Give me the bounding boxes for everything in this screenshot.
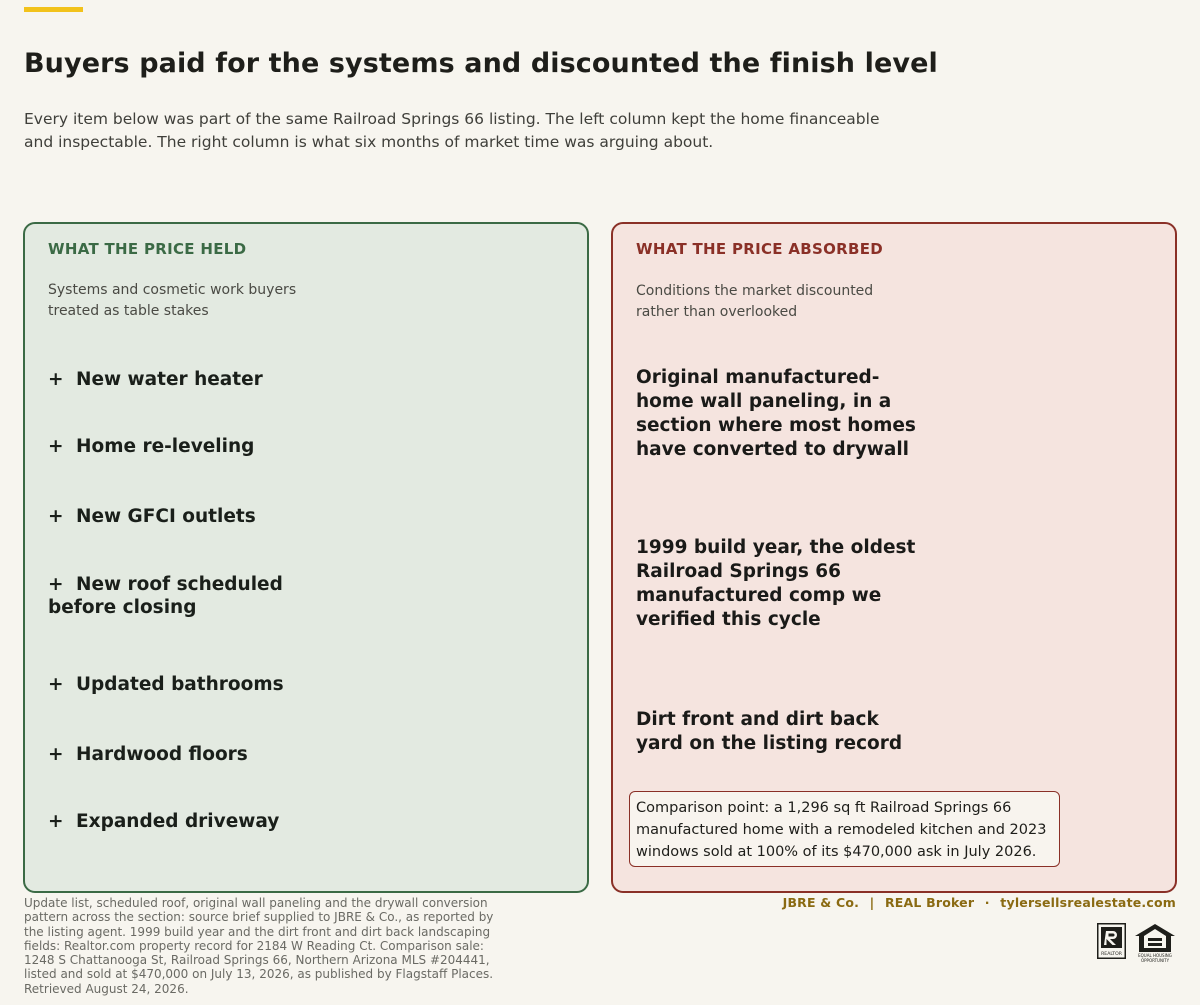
accent-bar: [24, 7, 83, 12]
absorbed-panel-title: WHAT THE PRICE ABSORBED: [636, 240, 884, 258]
absorbed-item: Dirt front and dirt back yard on the listing record: [636, 709, 903, 754]
held-panel-subtitle: Systems and cosmetic work buyers treated as table stakes: [48, 282, 297, 319]
held-item-label: Home re-leveling: [76, 436, 255, 457]
brand-dot: ·: [984, 895, 990, 910]
held-item: [48, 435, 348, 458]
plus-icon: +: [48, 574, 64, 595]
plus-icon: +: [48, 674, 64, 695]
held-item-label: New water heater: [76, 369, 263, 390]
held-item: [48, 505, 348, 528]
brand-company: JBRE & Co.: [782, 895, 860, 910]
svg-text:OPPORTUNITY: OPPORTUNITY: [1140, 958, 1170, 963]
plus-icon: +: [48, 369, 64, 390]
plus-icon: +: [48, 436, 64, 457]
held-item: [48, 368, 348, 391]
comparison-callout: Comparison point: a 1,296 sq ft Railroad Springs 66 manufactured home with a remodeled kitchen and 2023 windows sold at 100% of its $470,000 ask in July 2026.: [629, 791, 1060, 867]
held-item: [48, 810, 348, 833]
source-note: Update list, scheduled roof, original wall paneling and the drywall conversion pattern across the section: source brief supplied to JBRE & Co., as reported by the listing agent. 1999 build year and the dirt front and dirt back landscaping fields: Realtor.com property record for 2184 W Reading Ct. Comparison sale: 1248 S Chattanooga St, Railroad Springs 66, Northern Arizona MLS #204441, listed and sold at $470,000 on July 13, 2026, as published by Flagstaff Places. Retrieved August 24, 2026.: [24, 896, 494, 996]
held-item-label: New roof scheduled before closing: [48, 574, 283, 618]
brand-line: [783, 895, 1176, 910]
held-panel-title: WHAT THE PRICE HELD: [48, 240, 247, 258]
plus-icon: +: [48, 811, 64, 832]
held-item-label: Hardwood floors: [76, 744, 248, 765]
brand-website[interactable]: tylersellsrealestate.com: [1000, 895, 1176, 910]
brand-separator: |: [869, 895, 875, 910]
held-item: [48, 573, 318, 619]
absorbed-panel: [611, 222, 1177, 893]
absorbed-item: 1999 build year, the oldest Railroad Springs 66 manufactured comp we verified this cycle: [636, 537, 916, 630]
absorbed-item: Original manufactured-home wall paneling, in a section where most homes have converted to drywall: [636, 367, 916, 460]
brand-broker: REAL Broker: [884, 895, 975, 910]
plus-icon: +: [48, 506, 64, 527]
held-item: [48, 743, 348, 766]
intro-paragraph: Every item below was part of the same Railroad Springs 66 listing. The left column kept the home financeable and inspectable. The right column is what six months of market time was arguing about.: [24, 110, 880, 151]
realtor-logo-icon: [1097, 923, 1126, 959]
held-item-label: Expanded driveway: [76, 811, 280, 832]
held-panel: [23, 222, 589, 893]
equal-housing-icon: [1133, 923, 1177, 963]
held-item-label: Updated bathrooms: [76, 674, 284, 695]
held-item-label: New GFCI outlets: [76, 506, 256, 527]
plus-icon: +: [48, 744, 64, 765]
svg-text:REALTOR: REALTOR: [1101, 952, 1122, 957]
absorbed-panel-subtitle: Conditions the market discounted rather than overlooked: [636, 283, 874, 320]
page-headline: Buyers paid for the systems and discounted the finish level: [24, 48, 938, 79]
held-item: [48, 673, 348, 696]
svg-text:EQUAL HOUSING: EQUAL HOUSING: [1138, 953, 1172, 958]
